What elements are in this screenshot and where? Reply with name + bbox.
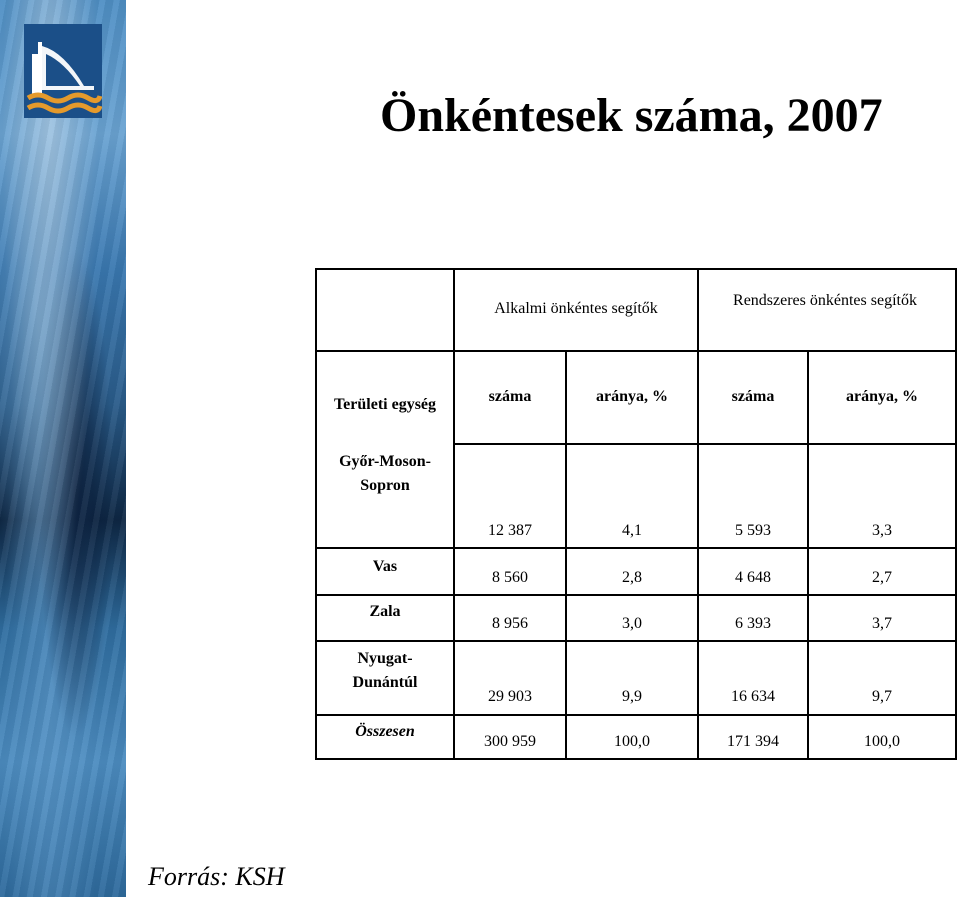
bridge-logo-graphic — [24, 24, 102, 118]
table-border-top — [315, 268, 957, 270]
table-cell: 5 593 — [735, 522, 771, 539]
source-note: Forrás: KSH — [148, 862, 285, 891]
table-border-left — [315, 268, 317, 760]
table-cell: 9,9 — [622, 688, 642, 705]
table-rule — [453, 443, 957, 445]
sub-header-regular-count: száma — [731, 388, 775, 405]
table-cell: 8 956 — [492, 615, 528, 632]
sub-header-regular-ratio: aránya, % — [846, 388, 918, 405]
table-row-label: Nyugat-Dunántúl — [352, 650, 418, 691]
table-border-bottom — [315, 758, 957, 760]
bridge-logo-icon — [24, 24, 102, 118]
group-header-occasional: Alkalmi önkéntes segítők — [494, 300, 658, 317]
table-cell: 300 959 — [484, 733, 536, 750]
table-cell: 3,3 — [872, 522, 892, 539]
table-cell: 29 903 — [488, 688, 532, 705]
table-row-label: Vas — [372, 558, 398, 575]
table-cell: 4 648 — [735, 569, 771, 586]
table-rule — [315, 714, 957, 716]
table-rule — [453, 268, 455, 760]
table-row-label-total: Összesen — [355, 723, 415, 740]
page-title: Önkéntesek száma, 2007 — [380, 89, 883, 142]
table-cell: 3,7 — [872, 615, 892, 632]
sub-header-occasional-count: száma — [488, 388, 532, 405]
table-cell: 2,7 — [872, 569, 892, 586]
table-border-right — [955, 268, 957, 760]
row-header-label: Területi egység — [333, 396, 437, 413]
sub-header-occasional-ratio: aránya, % — [596, 388, 668, 405]
table-cell: 9,7 — [872, 688, 892, 705]
table-cell: 2,8 — [622, 569, 642, 586]
table-rule — [315, 640, 957, 642]
table-cell: 3,0 — [622, 615, 642, 632]
table-row-label: Zala — [369, 603, 401, 620]
table-rule — [315, 547, 957, 549]
table-cell: 8 560 — [492, 569, 528, 586]
table-cell: 6 393 — [735, 615, 771, 632]
decorative-side-strip — [0, 0, 126, 897]
table-rule — [697, 268, 699, 760]
table-rule — [315, 594, 957, 596]
table-cell: 171 394 — [727, 733, 779, 750]
table-cell: 12 387 — [488, 522, 532, 539]
table-row-label: Győr-Moson-Sopron — [339, 453, 431, 494]
table-cell: 100,0 — [614, 733, 650, 750]
table-rule — [315, 350, 957, 352]
group-header-regular: Rendszeres önkéntes segítők — [733, 292, 917, 309]
table-cell: 16 634 — [731, 688, 775, 705]
table-cell: 4,1 — [622, 522, 642, 539]
table-cell: 100,0 — [864, 733, 900, 750]
